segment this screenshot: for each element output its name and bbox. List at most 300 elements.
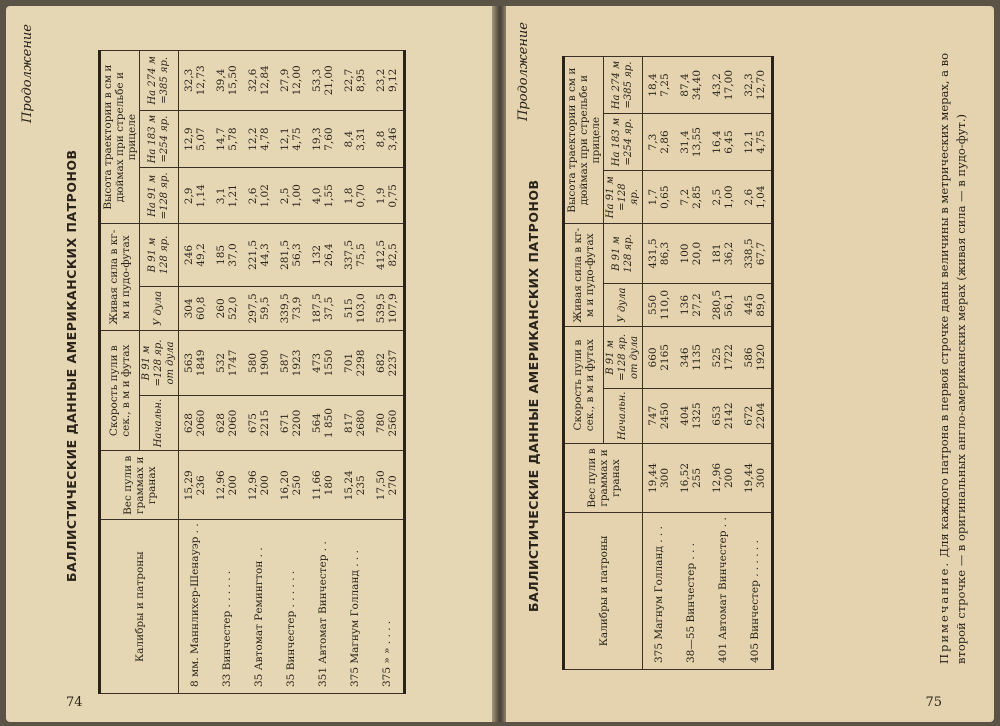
- imperial-value: 56,3: [291, 243, 303, 267]
- metric-value: 563: [183, 352, 195, 373]
- table-row: [707, 57, 739, 670]
- imperial-value: 300: [755, 467, 767, 489]
- left-page: [6, 6, 494, 722]
- cell-tr-183: [675, 114, 707, 171]
- imperial-value: 2204: [755, 402, 767, 430]
- cell-tr-274: [643, 57, 676, 114]
- imperial-value: 36,2: [723, 241, 735, 266]
- cell-tr-91: [307, 168, 339, 224]
- cartridge-name: 38—55 Винчестер . . .: [675, 513, 707, 670]
- header-energy: Живая сила в кг-м и пудо-футах: [564, 224, 604, 327]
- imperial-value: 60,8: [195, 296, 207, 321]
- imperial-value: 0,65: [659, 185, 671, 209]
- metric-value: 32,3: [183, 68, 195, 93]
- imperial-value: 26,4: [323, 243, 335, 267]
- cell-vel-muzzle: [707, 388, 739, 443]
- cell-tr-91: [211, 168, 243, 224]
- metric-value: 18,4: [647, 73, 659, 97]
- imperial-value: 1,00: [291, 184, 303, 208]
- metric-value: 27,9: [279, 68, 291, 93]
- cell-en-muzzle: [371, 286, 405, 330]
- cell-vel-muzzle: [307, 395, 339, 450]
- cell-en-muzzle: [275, 286, 307, 330]
- imperial-value: 73,9: [291, 296, 303, 321]
- imperial-value: 82,5: [387, 243, 399, 267]
- imperial-value: 1849: [195, 349, 207, 377]
- table-row: [739, 57, 773, 670]
- metric-value: 672: [743, 405, 755, 426]
- cell-vel-muzzle: [179, 395, 212, 450]
- imperial-value: 1550: [323, 349, 335, 377]
- header-en-muzzle: У дула: [604, 283, 643, 327]
- cell-tr-274: [243, 51, 275, 111]
- cell-en-91: [643, 224, 676, 283]
- imperial-value: 7,60: [323, 127, 335, 151]
- imperial-value: 2237: [387, 349, 399, 377]
- metric-value: 747: [647, 405, 659, 426]
- metric-value: 564: [311, 413, 323, 434]
- metric-value: 23,2: [375, 68, 387, 93]
- imperial-value: 1722: [723, 344, 735, 371]
- cell-tr-91: [707, 171, 739, 224]
- metric-value: 12,96: [711, 462, 723, 494]
- cell-tr-91: [371, 168, 405, 224]
- cell-en-91: [339, 224, 371, 286]
- imperial-value: 107,9: [387, 293, 399, 324]
- cell-vel-91: [643, 327, 676, 388]
- imperial-value: 27,2: [691, 293, 703, 317]
- metric-value: 8,8: [375, 130, 387, 148]
- table-row: [179, 51, 212, 694]
- metric-value: 3,1: [215, 187, 227, 205]
- metric-value: 675: [247, 413, 259, 434]
- metric-value: 17,50: [375, 470, 387, 501]
- footnote-text: Для каждого патрона в первой строчке даны величины в метрических мерах, а во второй строчке — в оригинальных англо-американских мерах (живая сила — в пудо-фут.): [937, 52, 968, 664]
- metric-value: 281,5: [279, 239, 291, 270]
- imperial-value: 1900: [259, 349, 271, 377]
- cell-weight: [643, 444, 676, 513]
- imperial-value: 15,50: [227, 65, 239, 96]
- metric-value: 246: [183, 244, 195, 265]
- metric-value: 19,44: [743, 462, 755, 494]
- imperial-value: 2,85: [691, 185, 703, 209]
- header-velocity: Скорость пули в сек., в м и футах: [564, 327, 604, 444]
- imperial-value: 1923: [291, 349, 303, 377]
- cartridge-name: 33 Винчестер . . . . . .: [211, 520, 243, 694]
- cell-tr-183: [739, 114, 773, 171]
- imperial-value: 52,0: [227, 296, 239, 321]
- metric-value: 43,2: [711, 73, 723, 97]
- metric-value: 628: [215, 413, 227, 434]
- table-row: [371, 51, 405, 694]
- metric-value: 280,5: [711, 289, 723, 321]
- cell-en-muzzle: [707, 283, 739, 327]
- imperial-value: 0,70: [355, 184, 367, 208]
- imperial-value: 200: [259, 475, 271, 496]
- metric-value: 682: [375, 352, 387, 373]
- cell-en-muzzle: [211, 286, 243, 330]
- cell-tr-274: [179, 51, 212, 111]
- imperial-value: 250: [291, 475, 303, 496]
- imperial-value: 200: [227, 475, 239, 496]
- imperial-value: 2060: [195, 409, 207, 437]
- imperial-value: 89,0: [755, 293, 767, 317]
- cartridge-name: 8 мм. Маннлихер-Шенауэр . .: [179, 520, 212, 694]
- cell-tr-91: [739, 171, 773, 224]
- page-number: 75: [925, 695, 942, 710]
- metric-value: 2,5: [711, 188, 723, 206]
- metric-value: 817: [343, 413, 355, 434]
- imperial-value: 2298: [355, 349, 367, 377]
- cell-weight: [243, 451, 275, 520]
- metric-value: 1,8: [343, 187, 355, 205]
- cell-en-muzzle: [307, 286, 339, 330]
- header-tr-183: На 183 м =254 яр.: [140, 110, 179, 168]
- cell-en-91: [307, 224, 339, 286]
- metric-value: 181: [711, 243, 723, 264]
- metric-value: 346: [679, 347, 691, 368]
- metric-value: 12,96: [247, 470, 259, 501]
- imperial-value: 103,0: [355, 293, 367, 324]
- cartridge-name: 375 » » . . . .: [371, 520, 405, 694]
- metric-value: 431,5: [647, 238, 659, 269]
- metric-value: 338,5: [743, 238, 755, 269]
- metric-value: 185: [215, 244, 227, 265]
- cell-weight: [739, 444, 773, 513]
- metric-value: 339,5: [279, 293, 291, 324]
- metric-value: 587: [279, 352, 291, 373]
- imperial-value: 12,73: [195, 65, 207, 96]
- table-row: [211, 51, 243, 694]
- header-velocity: Скорость пули в сек., в м и футах: [100, 331, 140, 451]
- header-tr-183: На 183 м =254 яр.: [604, 114, 643, 171]
- imperial-value: 3,31: [355, 127, 367, 151]
- imperial-value: 236: [195, 475, 207, 496]
- metric-value: 16,52: [679, 462, 691, 494]
- metric-value: 671: [279, 413, 291, 434]
- imperial-value: 13,55: [691, 127, 703, 158]
- cell-weight: [307, 451, 339, 520]
- header-caliber: Калибры и патроны: [564, 513, 643, 670]
- right-page: [506, 6, 994, 722]
- cell-tr-274: [707, 57, 739, 114]
- metric-value: 136: [679, 295, 691, 316]
- cell-vel-91: [371, 331, 405, 396]
- metric-value: 2,9: [183, 187, 195, 205]
- imperial-value: 44,3: [259, 243, 271, 267]
- metric-value: 12,9: [183, 127, 195, 151]
- cartridge-name: 405 Винчестер . . . . . .: [739, 513, 773, 670]
- header-tr-91: На 91 м =128 яр.: [604, 171, 643, 224]
- ballistics-table-left: [98, 50, 406, 694]
- imperial-value: 37,0: [227, 243, 239, 267]
- footnote: [936, 24, 970, 664]
- cell-tr-274: [339, 51, 371, 111]
- cell-en-91: [179, 224, 212, 286]
- metric-value: 539,5: [375, 293, 387, 324]
- cell-tr-91: [243, 168, 275, 224]
- metric-value: 87,4: [679, 73, 691, 97]
- cell-en-muzzle: [643, 283, 676, 327]
- header-en-91: В 91 м 128 яр.: [140, 224, 179, 286]
- header-en-muzzle: У дула: [140, 286, 179, 330]
- metric-value: 580: [247, 352, 259, 373]
- header-weight: Вес пули в граммах и гранах: [564, 444, 643, 513]
- metric-value: 32,3: [743, 73, 755, 97]
- metric-value: 473: [311, 352, 323, 373]
- metric-value: 532: [215, 352, 227, 373]
- imperial-value: 6,45: [723, 130, 735, 154]
- imperial-value: 1,55: [323, 184, 335, 208]
- table-row: [307, 51, 339, 694]
- imperial-value: 1,21: [227, 184, 239, 208]
- cell-tr-183: [307, 110, 339, 168]
- header-weight: Вес пули в граммах и гранах: [100, 451, 179, 520]
- cell-tr-183: [211, 110, 243, 168]
- metric-value: 586: [743, 347, 755, 368]
- cell-en-91: [371, 224, 405, 286]
- metric-value: 12,1: [743, 130, 755, 154]
- imperial-value: 2,86: [659, 130, 671, 154]
- imperial-value: 4,75: [291, 127, 303, 151]
- metric-value: 14,7: [215, 127, 227, 151]
- imperial-value: 4,75: [755, 130, 767, 154]
- cell-vel-muzzle: [371, 395, 405, 450]
- cartridge-name: 351 Автомат Винчестер . .: [307, 520, 339, 694]
- cell-en-91: [275, 224, 307, 286]
- cell-vel-91: [707, 327, 739, 388]
- metric-value: 32,6: [247, 68, 259, 93]
- cell-en-muzzle: [739, 283, 773, 327]
- cell-tr-183: [707, 114, 739, 171]
- cell-tr-183: [643, 114, 676, 171]
- imperial-value: 200: [723, 467, 735, 489]
- continuation-label: Продолжение: [20, 24, 35, 123]
- metric-value: 187,5: [311, 293, 323, 324]
- right-page-rotated-content: [506, 6, 994, 722]
- metric-value: 4,0: [311, 187, 323, 205]
- cell-vel-91: [211, 331, 243, 396]
- metric-value: 12,96: [215, 470, 227, 501]
- imperial-value: 7,25: [659, 73, 671, 97]
- metric-value: 337,5: [343, 239, 355, 270]
- cell-vel-91: [339, 331, 371, 396]
- imperial-value: 1,02: [259, 184, 271, 208]
- metric-value: 2,6: [247, 187, 259, 205]
- metric-value: 12,2: [247, 127, 259, 151]
- imperial-value: 235: [355, 475, 367, 496]
- cell-tr-183: [371, 110, 405, 168]
- cell-vel-91: [243, 331, 275, 396]
- metric-value: 7,3: [647, 133, 659, 151]
- cartridge-name: 375 Магнум Голланд . . .: [339, 520, 371, 694]
- metric-value: 221,5: [247, 239, 259, 270]
- metric-value: 19,3: [311, 127, 323, 151]
- imperial-value: 12,70: [755, 70, 767, 101]
- metric-value: 412,5: [375, 239, 387, 270]
- table-title: БАЛЛИСТИЧЕСКИЕ ДАННЫЕ АМЕРИКАНСКИХ ПАТРОНОВ: [64, 149, 79, 582]
- cell-tr-274: [739, 57, 773, 114]
- cell-tr-274: [211, 51, 243, 111]
- cell-en-muzzle: [675, 283, 707, 327]
- imperial-value: 86,3: [659, 241, 671, 266]
- imperial-value: 56,1: [723, 293, 735, 317]
- header-vel-91: В 91 м =128 яр. от дула: [140, 331, 179, 396]
- cell-en-91: [243, 224, 275, 286]
- metric-value: 39,4: [215, 68, 227, 93]
- cell-en-91: [211, 224, 243, 286]
- header-vel-muzzle: Начальн.: [604, 388, 643, 443]
- cell-tr-183: [179, 110, 212, 168]
- imperial-value: 2165: [659, 344, 671, 371]
- cell-weight: [179, 451, 212, 520]
- cell-vel-muzzle: [211, 395, 243, 450]
- cell-weight: [211, 451, 243, 520]
- cartridge-name: 35 Винчестер . . . . . .: [275, 520, 307, 694]
- imperial-value: 300: [659, 467, 671, 489]
- cell-en-91: [675, 224, 707, 283]
- imperial-value: 2060: [227, 409, 239, 437]
- cell-vel-muzzle: [243, 395, 275, 450]
- cell-weight: [371, 451, 405, 520]
- metric-value: 550: [647, 295, 659, 316]
- cell-vel-muzzle: [339, 395, 371, 450]
- imperial-value: 4,78: [259, 127, 271, 151]
- imperial-value: 17,00: [723, 70, 735, 101]
- cell-tr-91: [643, 171, 676, 224]
- page-number: 74: [66, 695, 83, 710]
- imperial-value: 2680: [355, 409, 367, 437]
- cell-tr-183: [275, 110, 307, 168]
- imperial-value: 9,12: [387, 68, 399, 93]
- header-en-91: В 91 м 128 яр.: [604, 224, 643, 283]
- cell-tr-274: [275, 51, 307, 111]
- metric-value: 653: [711, 405, 723, 426]
- cell-vel-muzzle: [643, 388, 676, 443]
- cartridge-name: 35 Автомат Ремингтон . .: [243, 520, 275, 694]
- cell-tr-91: [675, 171, 707, 224]
- left-page-rotated-content: [6, 6, 494, 722]
- cell-en-muzzle: [179, 286, 212, 330]
- imperial-value: 270: [387, 475, 399, 496]
- header-energy: Живая сила в кг-м и пудо-футах: [100, 224, 140, 331]
- metric-value: 8,4: [343, 130, 355, 148]
- metric-value: 297,5: [247, 293, 259, 324]
- cell-tr-91: [275, 168, 307, 224]
- cell-en-91: [739, 224, 773, 283]
- metric-value: 1,7: [647, 188, 659, 206]
- imperial-value: 37,5: [323, 296, 335, 321]
- imperial-value: 49,2: [195, 243, 207, 267]
- cell-vel-91: [179, 331, 212, 396]
- imperial-value: 2200: [291, 409, 303, 437]
- imperial-value: 21,00: [323, 65, 335, 96]
- metric-value: 660: [647, 347, 659, 368]
- imperial-value: 67,7: [755, 241, 767, 266]
- cell-weight: [675, 444, 707, 513]
- cell-vel-91: [307, 331, 339, 396]
- header-tr-274: На 274 м =385 яр.: [140, 51, 179, 111]
- imperial-value: 3,46: [387, 127, 399, 151]
- metric-value: 2,5: [279, 187, 291, 205]
- table-row: [643, 57, 676, 670]
- imperial-value: 34,40: [691, 70, 703, 101]
- cell-vel-muzzle: [675, 388, 707, 443]
- cell-weight: [339, 451, 371, 520]
- cell-tr-274: [307, 51, 339, 111]
- cell-vel-91: [675, 327, 707, 388]
- cell-en-muzzle: [339, 286, 371, 330]
- metric-value: 16,4: [711, 130, 723, 154]
- imperial-value: 5,78: [227, 127, 239, 151]
- metric-value: 445: [743, 295, 755, 316]
- metric-value: 780: [375, 413, 387, 434]
- cell-tr-183: [339, 110, 371, 168]
- imperial-value: 20,0: [691, 241, 703, 266]
- cell-tr-183: [243, 110, 275, 168]
- imperial-value: 1325: [691, 402, 703, 430]
- imperial-value: 1,04: [755, 185, 767, 209]
- table-title: БАЛЛИСТИЧЕСКИЕ ДАННЫЕ АМЕРИКАНСКИХ ПАТРОНОВ: [526, 179, 541, 612]
- metric-value: 53,3: [311, 68, 323, 93]
- header-trajectory: Высота траектории в см и дюймах при стрельбе и прицеле: [100, 51, 140, 224]
- cartridge-name: 401 Автомат Винчестер . .: [707, 513, 739, 670]
- cell-tr-91: [179, 168, 212, 224]
- cell-tr-274: [371, 51, 405, 111]
- header-caliber: Калибры и патроны: [100, 520, 179, 694]
- imperial-value: 1,14: [195, 184, 207, 208]
- cell-weight: [707, 444, 739, 513]
- cell-en-91: [707, 224, 739, 283]
- imperial-value: 2142: [723, 402, 735, 430]
- imperial-value: 2215: [259, 409, 271, 437]
- ballistics-table-right: [562, 56, 774, 670]
- imperial-value: 59,5: [259, 296, 271, 321]
- metric-value: 7,2: [679, 188, 691, 206]
- continuation-label: Продолжение: [516, 22, 531, 121]
- cell-vel-91: [739, 327, 773, 388]
- metric-value: 525: [711, 347, 723, 368]
- footnote-label: Примечание.: [937, 560, 951, 664]
- metric-value: 1,9: [375, 187, 387, 205]
- imperial-value: 0,75: [387, 184, 399, 208]
- metric-value: 11,66: [311, 470, 323, 501]
- metric-value: 404: [679, 405, 691, 426]
- header-vel-muzzle: Начальн.: [140, 395, 179, 450]
- cell-vel-muzzle: [275, 395, 307, 450]
- metric-value: 12,1: [279, 127, 291, 151]
- metric-value: 304: [183, 298, 195, 319]
- metric-value: 2,6: [743, 188, 755, 206]
- cell-weight: [275, 451, 307, 520]
- imperial-value: 12,84: [259, 65, 271, 96]
- imperial-value: 8,95: [355, 68, 367, 93]
- table-row: [243, 51, 275, 694]
- cell-vel-muzzle: [739, 388, 773, 443]
- metric-value: 15,29: [183, 470, 195, 501]
- imperial-value: 75,5: [355, 243, 367, 267]
- metric-value: 132: [311, 244, 323, 265]
- header-vel-91: В 91 м =128 яр. от дула: [604, 327, 643, 388]
- imperial-value: 5,07: [195, 127, 207, 151]
- table-row: [275, 51, 307, 694]
- imperial-value: 1 850: [323, 408, 335, 439]
- imperial-value: 2450: [659, 402, 671, 430]
- metric-value: 701: [343, 352, 355, 373]
- metric-value: 260: [215, 298, 227, 319]
- cell-tr-274: [675, 57, 707, 114]
- imperial-value: 12,00: [291, 65, 303, 96]
